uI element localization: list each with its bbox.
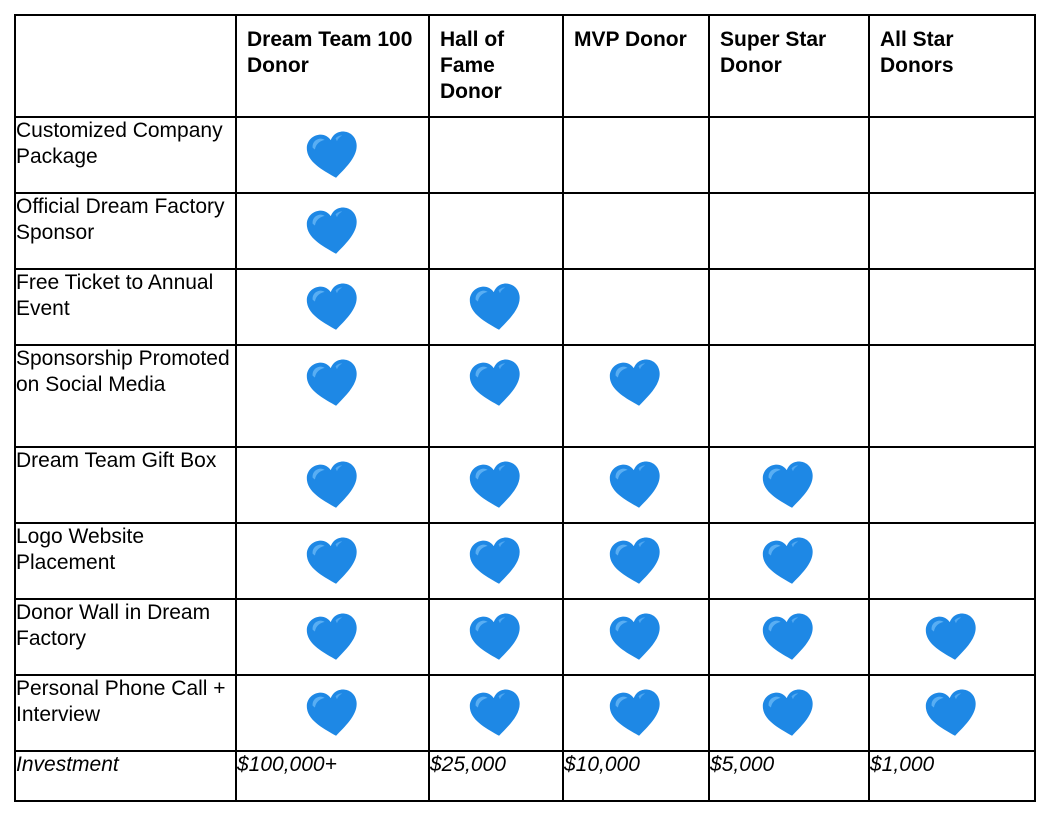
included-cell [429, 345, 563, 447]
benefit-label: Dream Team Gift Box [15, 447, 236, 523]
included-cell [563, 523, 709, 599]
benefit-row [15, 523, 1035, 599]
blue-heart-icon [305, 689, 361, 739]
empty-cell [709, 193, 869, 269]
header-row [15, 15, 1035, 117]
blue-heart-icon [305, 207, 361, 257]
empty-cell [563, 117, 709, 193]
included-cell [429, 269, 563, 345]
blue-heart-icon [761, 613, 817, 663]
blue-heart-icon [608, 359, 664, 409]
tier-header-hall-of-fame: Hall of Fame Donor [429, 15, 563, 117]
benefit-label: Logo Website Placement [15, 523, 236, 599]
blue-heart-icon [468, 537, 524, 587]
empty-cell [869, 345, 1035, 447]
tier-header-dream-team: Dream Team 100 Donor [236, 15, 429, 117]
included-cell [709, 675, 869, 751]
empty-cell [709, 345, 869, 447]
investment-value: $25,000 [429, 751, 563, 801]
blue-heart-icon [305, 461, 361, 511]
blue-heart-icon [924, 613, 980, 663]
benefit-label: Personal Phone Call + Interview [15, 675, 236, 751]
empty-cell [563, 193, 709, 269]
blue-heart-icon [761, 461, 817, 511]
benefit-row [15, 675, 1035, 751]
investment-value: $100,000+ [236, 751, 429, 801]
empty-cell [869, 117, 1035, 193]
included-cell [429, 675, 563, 751]
included-cell [563, 345, 709, 447]
empty-cell [429, 117, 563, 193]
blue-heart-icon [761, 537, 817, 587]
included-cell [709, 599, 869, 675]
blue-heart-icon [924, 689, 980, 739]
included-cell [236, 117, 429, 193]
empty-cell [709, 269, 869, 345]
investment-value: $5,000 [709, 751, 869, 801]
blue-heart-icon [761, 689, 817, 739]
benefit-label: Free Ticket to Annual Event [15, 269, 236, 345]
blue-heart-icon [468, 613, 524, 663]
included-cell [709, 447, 869, 523]
included-cell [869, 675, 1035, 751]
benefit-label: Official Dream Factory Sponsor [15, 193, 236, 269]
investment-label: Investment [15, 751, 236, 801]
blue-heart-icon [468, 689, 524, 739]
included-cell [563, 599, 709, 675]
blue-heart-icon [608, 461, 664, 511]
blue-heart-icon [305, 283, 361, 333]
benefit-label: Donor Wall in Dream Factory [15, 599, 236, 675]
blue-heart-icon [608, 537, 664, 587]
blue-heart-icon [305, 537, 361, 587]
donor-tier-table [14, 14, 1036, 802]
blue-heart-icon [305, 131, 361, 181]
included-cell [236, 447, 429, 523]
benefit-rows [15, 117, 1035, 751]
corner-cell [15, 15, 236, 117]
blue-heart-icon [305, 359, 361, 409]
investment-row [15, 751, 1035, 801]
benefit-row [15, 447, 1035, 523]
blue-heart-icon [468, 359, 524, 409]
benefit-row [15, 269, 1035, 345]
blue-heart-icon [608, 613, 664, 663]
empty-cell [709, 117, 869, 193]
investment-value: $1,000 [869, 751, 1035, 801]
tier-header-super-star: Super Star Donor [709, 15, 869, 117]
blue-heart-icon [468, 283, 524, 333]
included-cell [429, 599, 563, 675]
included-cell [869, 599, 1035, 675]
benefit-row [15, 345, 1035, 447]
included-cell [563, 447, 709, 523]
tier-header-mvp: MVP Donor [563, 15, 709, 117]
included-cell [236, 675, 429, 751]
empty-cell [869, 523, 1035, 599]
blue-heart-icon [468, 461, 524, 511]
included-cell [236, 523, 429, 599]
empty-cell [869, 269, 1035, 345]
benefit-row [15, 193, 1035, 269]
empty-cell [869, 447, 1035, 523]
benefit-row [15, 117, 1035, 193]
included-cell [563, 675, 709, 751]
tier-header-all-star: All Star Donors [869, 15, 1035, 117]
empty-cell [429, 193, 563, 269]
included-cell [236, 345, 429, 447]
blue-heart-icon [305, 613, 361, 663]
included-cell [709, 523, 869, 599]
benefit-row [15, 599, 1035, 675]
investment-value: $10,000 [563, 751, 709, 801]
benefit-label: Sponsorship Promoted on Social Media [15, 345, 236, 447]
included-cell [236, 599, 429, 675]
included-cell [429, 523, 563, 599]
benefit-label: Customized Company Package [15, 117, 236, 193]
included-cell [236, 269, 429, 345]
included-cell [236, 193, 429, 269]
included-cell [429, 447, 563, 523]
empty-cell [563, 269, 709, 345]
empty-cell [869, 193, 1035, 269]
blue-heart-icon [608, 689, 664, 739]
